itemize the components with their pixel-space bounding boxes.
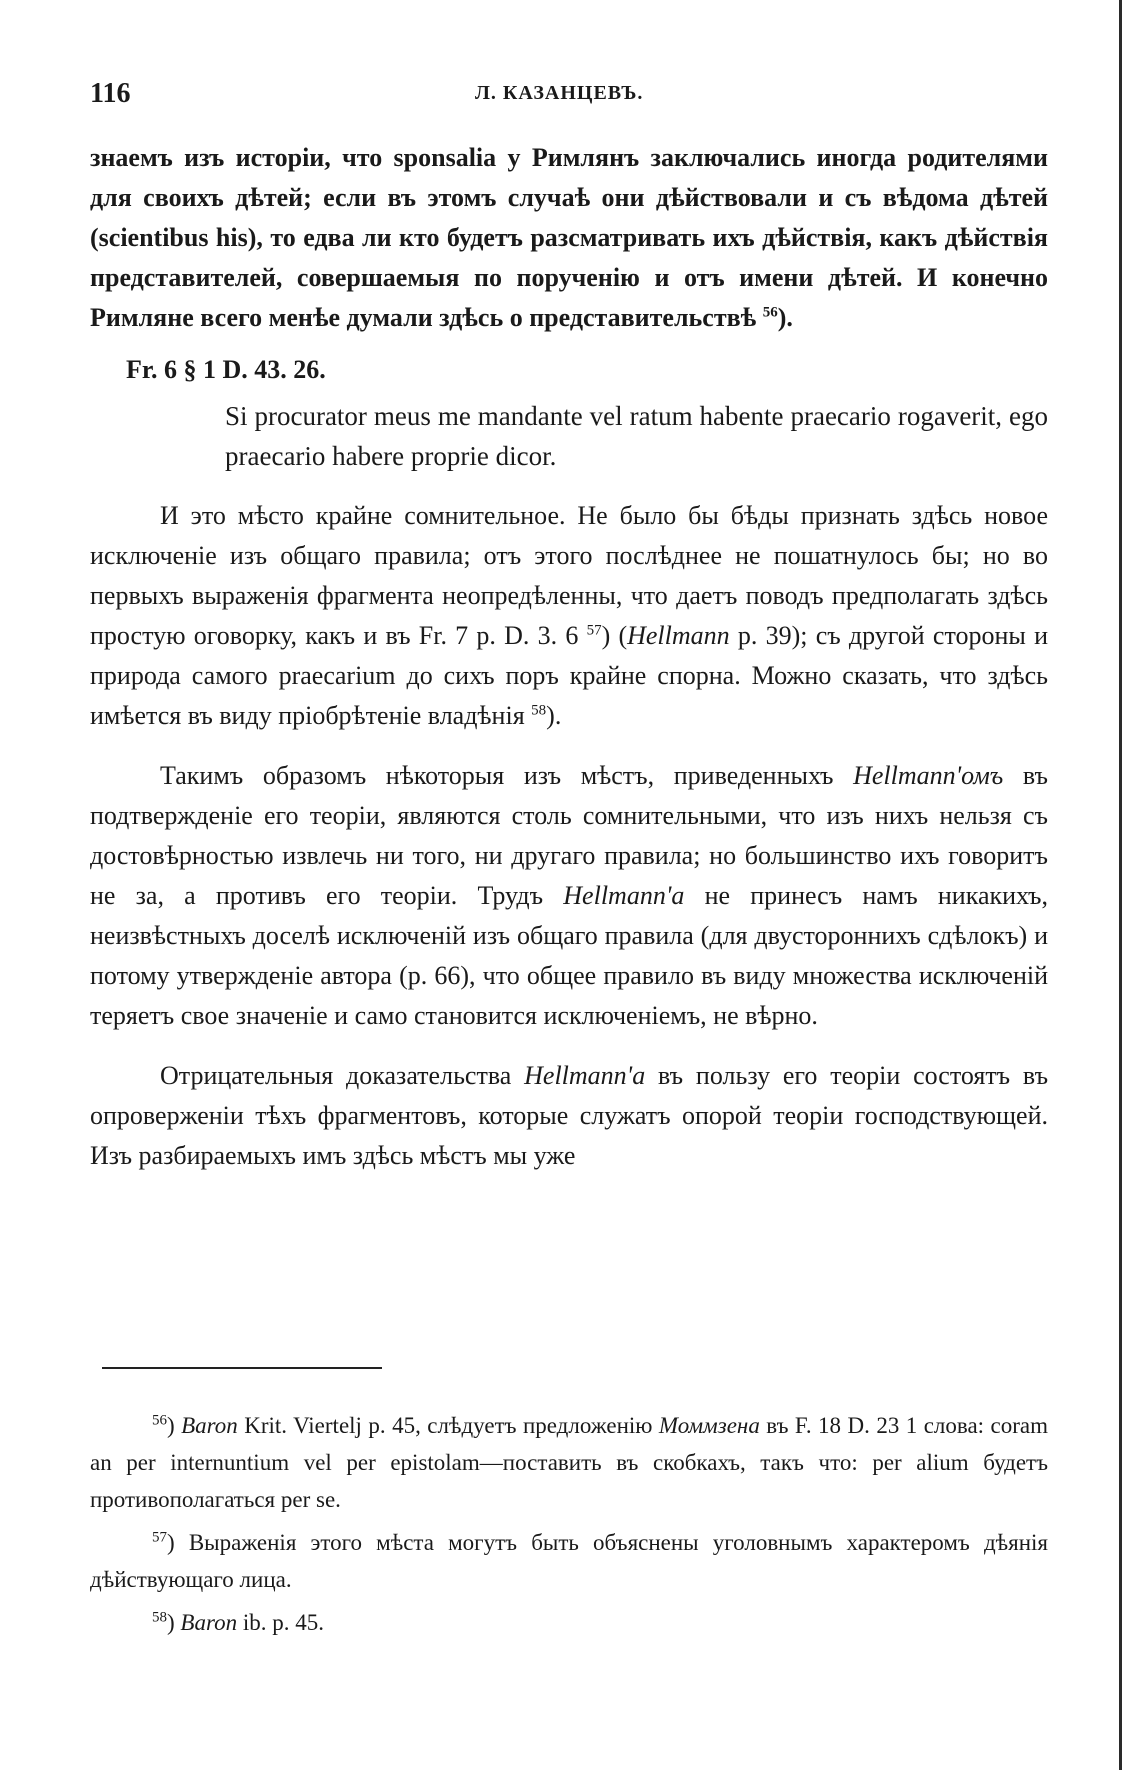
footnote-ref-57: 57 — [586, 622, 602, 639]
paragraph-3-author-1: Hellmann'омъ — [853, 761, 1004, 790]
footnote-56-author-2: Моммзена — [658, 1413, 760, 1438]
latin-quote: Si procurator meus me mandante vel ratum habente praecario rogaverit, ego praecario habere proprie dicor. — [225, 401, 1048, 471]
paragraph-4-text-b: въ пользу его теоріи состоятъ въ опроверженіи тѣхъ фрагментовъ, которые служатъ опорой теоріи господствующей. Изъ разбираемыхъ имъ здѣсь мѣстъ мы уже — [90, 1061, 1049, 1170]
paragraph-2-text-a: И это мѣсто крайне сомнительное. Не было бы бѣды признать здѣсь новое исключеніе изъ общаго правила; отъ этого послѣднее не пошатнулось бы; но во первыхъ выраженія фрагмента неопредѣленны, что даетъ поводъ предполагать здѣсь простую оговорку, какъ и въ Fr. 7 p. D. 3. 6 — [90, 501, 1048, 650]
main-text — [90, 138, 1048, 1176]
running-head: Л. КАЗАНЦЕВЪ. — [475, 82, 644, 104]
paragraph-3 — [90, 756, 1048, 1036]
footnote-58-number: 58 — [152, 1609, 167, 1626]
paragraph-3-author-2: Hellmann'a — [563, 881, 685, 910]
footnote-58-text: ib. p. 45. — [237, 1610, 324, 1635]
paragraph-1 — [90, 138, 1048, 338]
paragraph-2-text-b: ) ( — [601, 621, 628, 650]
paragraph-1-text: знаемъ изъ исторіи, что sponsalia у Римлянъ заключались иногда родителями для своихъ дѣтей; если въ этомъ случаѣ они дѣйствовали и съ вѣдома дѣтей (scientibus his), то едва ли кто будетъ разсматривать ихъ дѣйствія, какъ дѣйствія представителей, совершаемыя по порученію и отъ имени дѣтей. И конечно Римляне всего менѣе думали здѣсь о представительствѣ — [90, 143, 1048, 332]
footnote-56-text-b: въ F. 18 D. 23 1 слова: coram an per internuntium vel per epistolam—поставить въ скобкахъ, такъ что: per alium будетъ противополагаться per se. — [90, 1413, 1048, 1512]
paragraph-3-text-c: не принесъ намъ никакихъ, неизвѣстныхъ доселѣ исключеній изъ общаго правила (для двустороннихъ сдѣлокъ) и потому утвержденіе автора (p. 66), что общее правило въ виду множества исключеній теряетъ свое значеніе и само становится исключеніемъ, не вѣрно. — [90, 881, 1049, 1030]
footnote-58-author: Baron — [180, 1610, 238, 1635]
footnote-56: $^{56}$) Baron Krit. Viertelj p. 45, слѣдуетъ предложенію Моммзена въ F. 18 D. 23 1 слова: coram an per internuntium vel per epistolam—поставить въ скобкахъ, такъ что: per alium будетъ противополагаться per se. — [90, 1412, 1048, 1512]
footnote-56-author: Baron — [181, 1413, 238, 1438]
paragraph-2 — [90, 496, 1048, 736]
footnote-57-number: 57 — [152, 1529, 167, 1546]
footnote-56-number: 56 — [152, 1412, 167, 1429]
footnote-57: $^{57}$) Выраженія этого мѣста могутъ быть объяснены уголовнымъ характеромъ дѣянія дѣйствующаго лица. — [90, 1529, 1048, 1592]
paragraph-3-text-a: Такимъ образомъ нѣкоторыя изъ мѣстъ, приведенныхъ — [160, 761, 854, 790]
paragraph-2-text-c: p. 39); съ другой стороны и природа самого praecarium до сихъ поръ крайне спорна. Можно сказать, что здѣсь имѣется въ виду пріобрѣтеніе владѣнія — [90, 621, 1049, 730]
footnote-divider — [102, 1367, 382, 1369]
page-header — [90, 78, 1050, 118]
paragraph-2-end: ). — [546, 701, 562, 730]
footnote-57-text: Выраженія этого мѣста могутъ быть объяснены уголовнымъ характеромъ дѣянія дѣйствующаго лица. — [90, 1530, 1048, 1592]
paragraph-1-end: ). — [777, 303, 793, 332]
paragraph-4-author: Hellmann'a — [524, 1061, 646, 1090]
footnote-ref-56: 56 — [762, 304, 778, 321]
footnotes — [90, 1407, 1048, 1647]
paragraph-3-text-b: въ подтвержденіе его теоріи, являются столь сомнительными, что изъ нихъ нельзя съ достовѣрностью извлечь ни того, ни другаго правила; но большинство ихъ говоритъ не за, а противъ его теоріи. Трудъ — [90, 761, 1048, 910]
footnote-ref-58: 58 — [531, 702, 547, 719]
paragraph-2-author: Hellmann — [627, 621, 730, 650]
page-number: 116 — [90, 78, 131, 109]
paragraph-4 — [90, 1056, 1048, 1176]
page-edge — [1119, 0, 1122, 1770]
paragraph-4-text-a: Отрицательныя доказательства — [160, 1061, 525, 1090]
fragment-reference: Fr. 6 § 1 D. 43. 26. — [126, 355, 326, 384]
footnote-56-text-a: Krit. Viertelj p. 45, слѣдуетъ предложенію — [237, 1413, 659, 1438]
footnote-58: $^{58}$) Baron ib. p. 45. — [152, 1609, 324, 1635]
